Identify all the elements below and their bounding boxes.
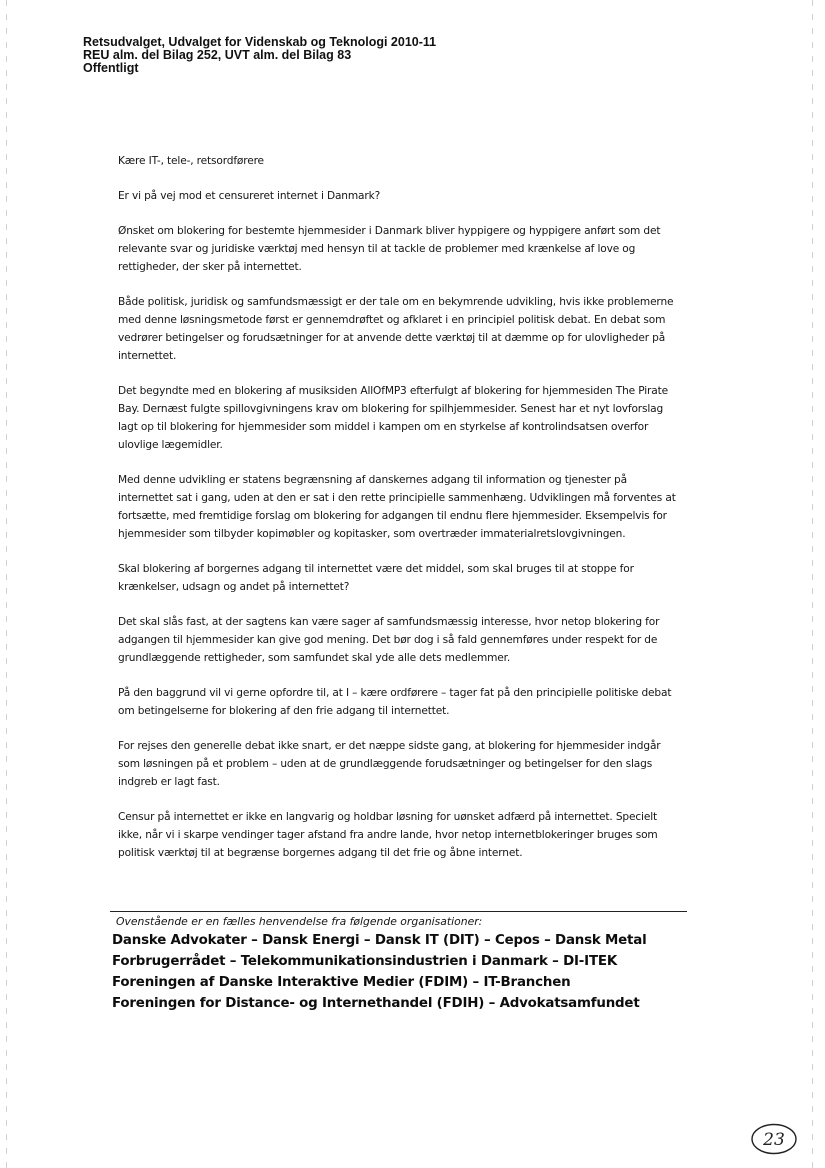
letter-body xyxy=(118,152,683,879)
header-classification: Offentligt xyxy=(83,61,139,75)
letter-paragraph: Ønsket om blokering for bestemte hjemmesider i Danmark bliver hyppigere og hyppigere anført som det relevante svar og juridiske værktøj med hensyn til at tackle de problemer med krænkelse af love og rettigheder, der sker på internettet. xyxy=(118,225,661,273)
handwritten-page-number xyxy=(749,1122,799,1156)
letter-salutation: Kære IT-, tele-, retsordførere xyxy=(118,155,264,167)
letter-paragraph: Censur på internettet er ikke en langvarig og holdbar løsning for uønsket adfærd på internettet. Specielt ikke, når vi i skarpe vendinger tager afstand fra andre lande, hvor netop internetblokeringer bruges som politisk værktøj til at begrænse borgernes adgang til det frie og åbne internet. xyxy=(118,811,658,859)
letter-paragraph: Både politisk, juridisk og samfundsmæssigt er der tale om en bekymrende udvikling, hvis ikke problemerne med denne løsningsmetode først er gennemdrøftet og afklaret i en principiel politisk debat. En debat som vedrører betingelser og forudsætninger for at anvende dette værktøj til at dæmme op for ulovligheder på internettet. xyxy=(118,296,674,362)
document-header xyxy=(83,36,436,75)
letter-paragraph: Med denne udvikling er statens begrænsning af danskernes adgang til information og tjenester på internettet sat i gang, uden at den er sat i den rette principielle sammenhæng. Udviklingen må forventes at fortsætte, med fremtidige forslag om blokering for adgangen til endnu flere hjemmesider. Eksempelvis for hjemmesider som tilbyder kopimøbler og kopitasker, som overtræder immaterialretslovgivningen. xyxy=(118,474,676,540)
scan-edge-left xyxy=(6,0,7,1168)
header-appendix: REU alm. del Bilag 252, UVT alm. del Bilag 83 xyxy=(83,48,352,62)
letter-paragraph: For rejses den generelle debat ikke snart, er det næppe sidste gang, at blokering for hjemmesider indgår som løsningen på et problem – uden at de grundlæggende forudsætninger og betingelser for den slags indgreb er lagt fast. xyxy=(118,740,661,788)
organizations-intro: Ovenstående er en fælles henvendelse fra følgende organisationer: xyxy=(116,915,483,928)
letter-paragraph: Skal blokering af borgernes adgang til internettet være det middel, som skal bruges til at stoppe for krænkelser, udsagn og andet på internettet? xyxy=(118,563,634,593)
letter-question: Er vi på vej mod et censureret internet i Danmark? xyxy=(118,190,381,202)
letter-paragraph: Det skal slås fast, at der sagtens kan være sager af samfundsmæssig interesse, hvor netop blokering for adgangen til hjemmesider kan give god mening. Det bør dog i så fald gennemføres under respekt for de grundlæggende rettigheder, som samfundet skal yde alle dets medlemmer. xyxy=(118,616,660,664)
organizations-line: Danske Advokater – Dansk Energi – Dansk IT (DIT) – Cepos – Dansk Metal xyxy=(112,933,647,948)
organizations-line: Foreningen af Danske Interaktive Medier (FDIM) – IT-Branchen xyxy=(112,975,571,990)
page-number-text: 23 xyxy=(763,1130,785,1150)
letter-paragraph: På den baggrund vil vi gerne opfordre til, at I – kære ordførere – tager fat på den principielle politiske debat om betingelserne for blokering af den frie adgang til internettet. xyxy=(118,687,672,717)
scan-edge-right xyxy=(812,0,813,1168)
organizations-line: Forbrugerrådet – Telekommunikationsindustrien i Danmark – DI-ITEK xyxy=(112,954,618,969)
letter-paragraph: Det begyndte med en blokering af musiksiden AllOfMP3 efterfulgt af blokering for hjemmesiden The Pirate Bay. Dernæst fulgte spillovgivningens krav om blokering for spilhjemmesider. Senest har et nyt lovforslag lagt op til blokering for hjemmesider som middel i kampen om en styrkelse af kontrolindsatsen overfor ulovlige lægemidler. xyxy=(118,385,668,451)
signature-divider xyxy=(110,911,687,912)
header-committee: Retsudvalget, Udvalget for Videnskab og Teknologi 2010-11 xyxy=(83,35,437,49)
organizations-line: Foreningen for Distance- og Internethandel (FDIH) – Advokatsamfundet xyxy=(112,996,640,1011)
organizations-block xyxy=(112,913,712,1014)
